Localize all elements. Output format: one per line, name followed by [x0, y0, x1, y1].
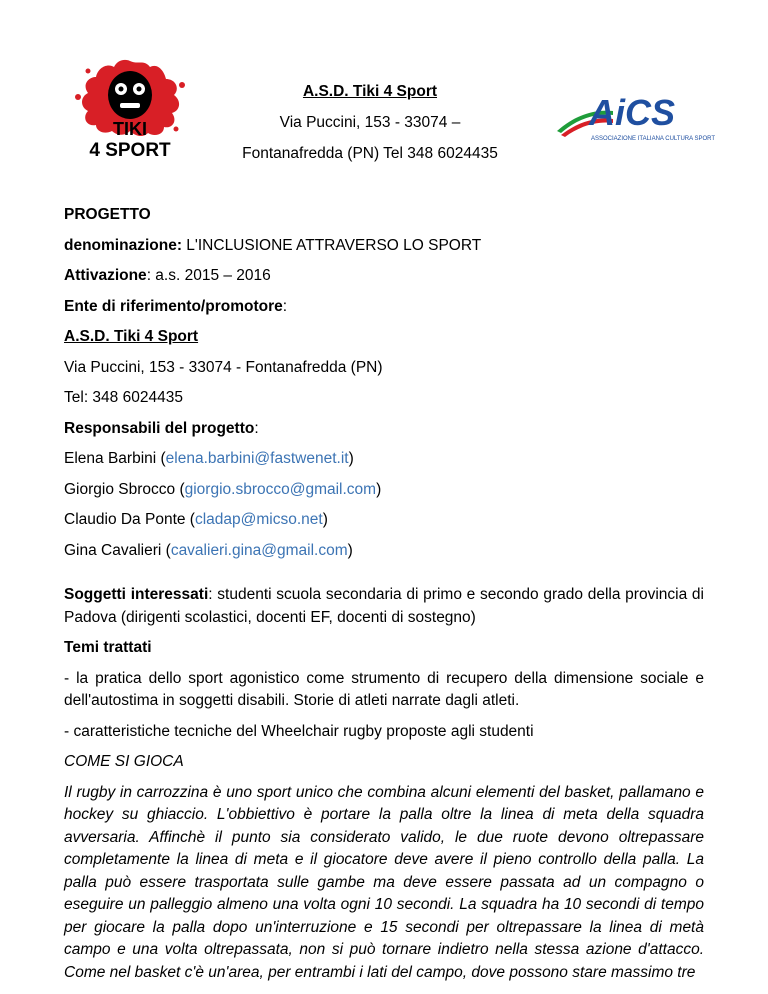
header-city-phone: Fontanafredda (PN) Tel 348 6024435	[242, 145, 498, 162]
attivazione-value: : a.s. 2015 – 2016	[146, 267, 271, 284]
ente-address: Via Puccini, 153 - 33074 - Fontanafredda (PN)	[64, 358, 383, 376]
responsabile-name: Gina Cavalieri (	[64, 541, 171, 559]
denominazione-label: denominazione:	[64, 236, 182, 254]
responsabile-item	[64, 479, 704, 510]
ente-label: Ente di riferimento/promotore	[64, 297, 283, 315]
responsabili-colon: :	[254, 419, 259, 437]
temi-heading: Temi trattati	[64, 639, 152, 656]
aics-caption: ASSOCIAZIONE ITALIANA CULTURA SPORT	[591, 136, 716, 142]
come-si-gioca-text: Il rugby in carrozzina è uno sport unico che combina alcuni elementi del basket, pallamano e hockey su ghiaccio. L'obbiettivo è portare la palla oltre la linea di meta della squadra avversaria. Affinchè il punto sia considerato valido, le due ruote devono oltrepassare completamente la linea di meta e il giocatore deve avere il pieno controllo della palla. La palla può essere trasportata sulle gambe ma deve essere passata ad un compagno o eseguire un palleggio almeno una volta ogni 10 secondi. La squadra ha 10 secondi di tempo per giocare la palla dopo un'interruzione e 15 secondi per oltrepassare la linea di metà campo e una volta oltrepassata, non si può tornare indietro nella stessa azione d'attacco. Come nel basket c'è un'area, per entrambi i lati del campo, dove possono stare massimo tre	[64, 783, 704, 981]
denominazione-row	[64, 235, 704, 266]
soggetti-label: Soggetti interessati	[64, 586, 209, 603]
responsabile-name: Elena Barbini (	[64, 450, 166, 467]
aics-mark: AiCS	[589, 92, 676, 133]
responsabile-email-link[interactable]: cladap@micso.net	[194, 511, 323, 528]
responsabile-name: Claudio Da Ponte (	[64, 511, 195, 528]
paren-close: )	[348, 450, 354, 467]
responsabili-row	[64, 418, 704, 449]
ente-colon: :	[282, 297, 288, 315]
denominazione-value: L'INCLUSIONE ATTRAVERSO LO SPORT	[181, 236, 482, 254]
responsabile-email-link[interactable]: elena.barbini@fastwenet.it	[165, 450, 349, 467]
temi-item: - caratteristiche tecniche del Wheelchair rugby proposte agli studenti	[64, 722, 534, 740]
document-body	[64, 204, 704, 992]
paren-close: )	[376, 480, 382, 498]
responsabile-email-link[interactable]: giorgio.sbrocco@gmail.com	[184, 480, 377, 498]
logo-left-line2: 4 SPORT	[89, 140, 171, 161]
attivazione-row	[64, 265, 704, 296]
ente-row	[64, 296, 704, 327]
come-si-gioca-heading: COME SI GIOCA	[64, 753, 184, 770]
aics-logo	[555, 85, 716, 147]
header-address: Via Puccini, 153 - 33074 –	[279, 114, 461, 131]
attivazione-label: Attivazione	[64, 267, 147, 284]
responsabile-name: Giorgio Sbrocco (	[64, 480, 185, 498]
paren-close: )	[347, 541, 353, 559]
temi-item: - la pratica dello sport agonistico come strumento di recupero della dimensione sociale e dell'autostima in soggetti disabili. Storie di atleti narrate dagli atleti.	[64, 669, 704, 709]
ente-name: A.S.D. Tiki 4 Sport	[64, 328, 199, 345]
progetto-heading: PROGETTO	[64, 206, 151, 223]
logo-left-line1: TIKI	[113, 119, 147, 139]
header-org-name: A.S.D. Tiki 4 Sport	[302, 83, 438, 100]
soggetti-text: : studenti scuola secondaria di primo e secondo grado della provincia di Padova (dirigenti scolastici, docenti EF, docenti di sostegno)	[64, 586, 704, 626]
paren-close: )	[322, 511, 328, 528]
responsabile-item	[64, 540, 704, 571]
soggetti-paragraph	[64, 584, 704, 629]
responsabili-label: Responsabili del progetto	[64, 419, 255, 437]
tiki-4-sport-logo	[68, 55, 192, 163]
ente-tel: Tel: 348 6024435	[64, 389, 183, 406]
responsabile-email-link[interactable]: cavalieri.gina@gmail.com	[170, 541, 348, 559]
responsabile-item	[64, 448, 704, 479]
responsabile-item	[64, 509, 704, 540]
